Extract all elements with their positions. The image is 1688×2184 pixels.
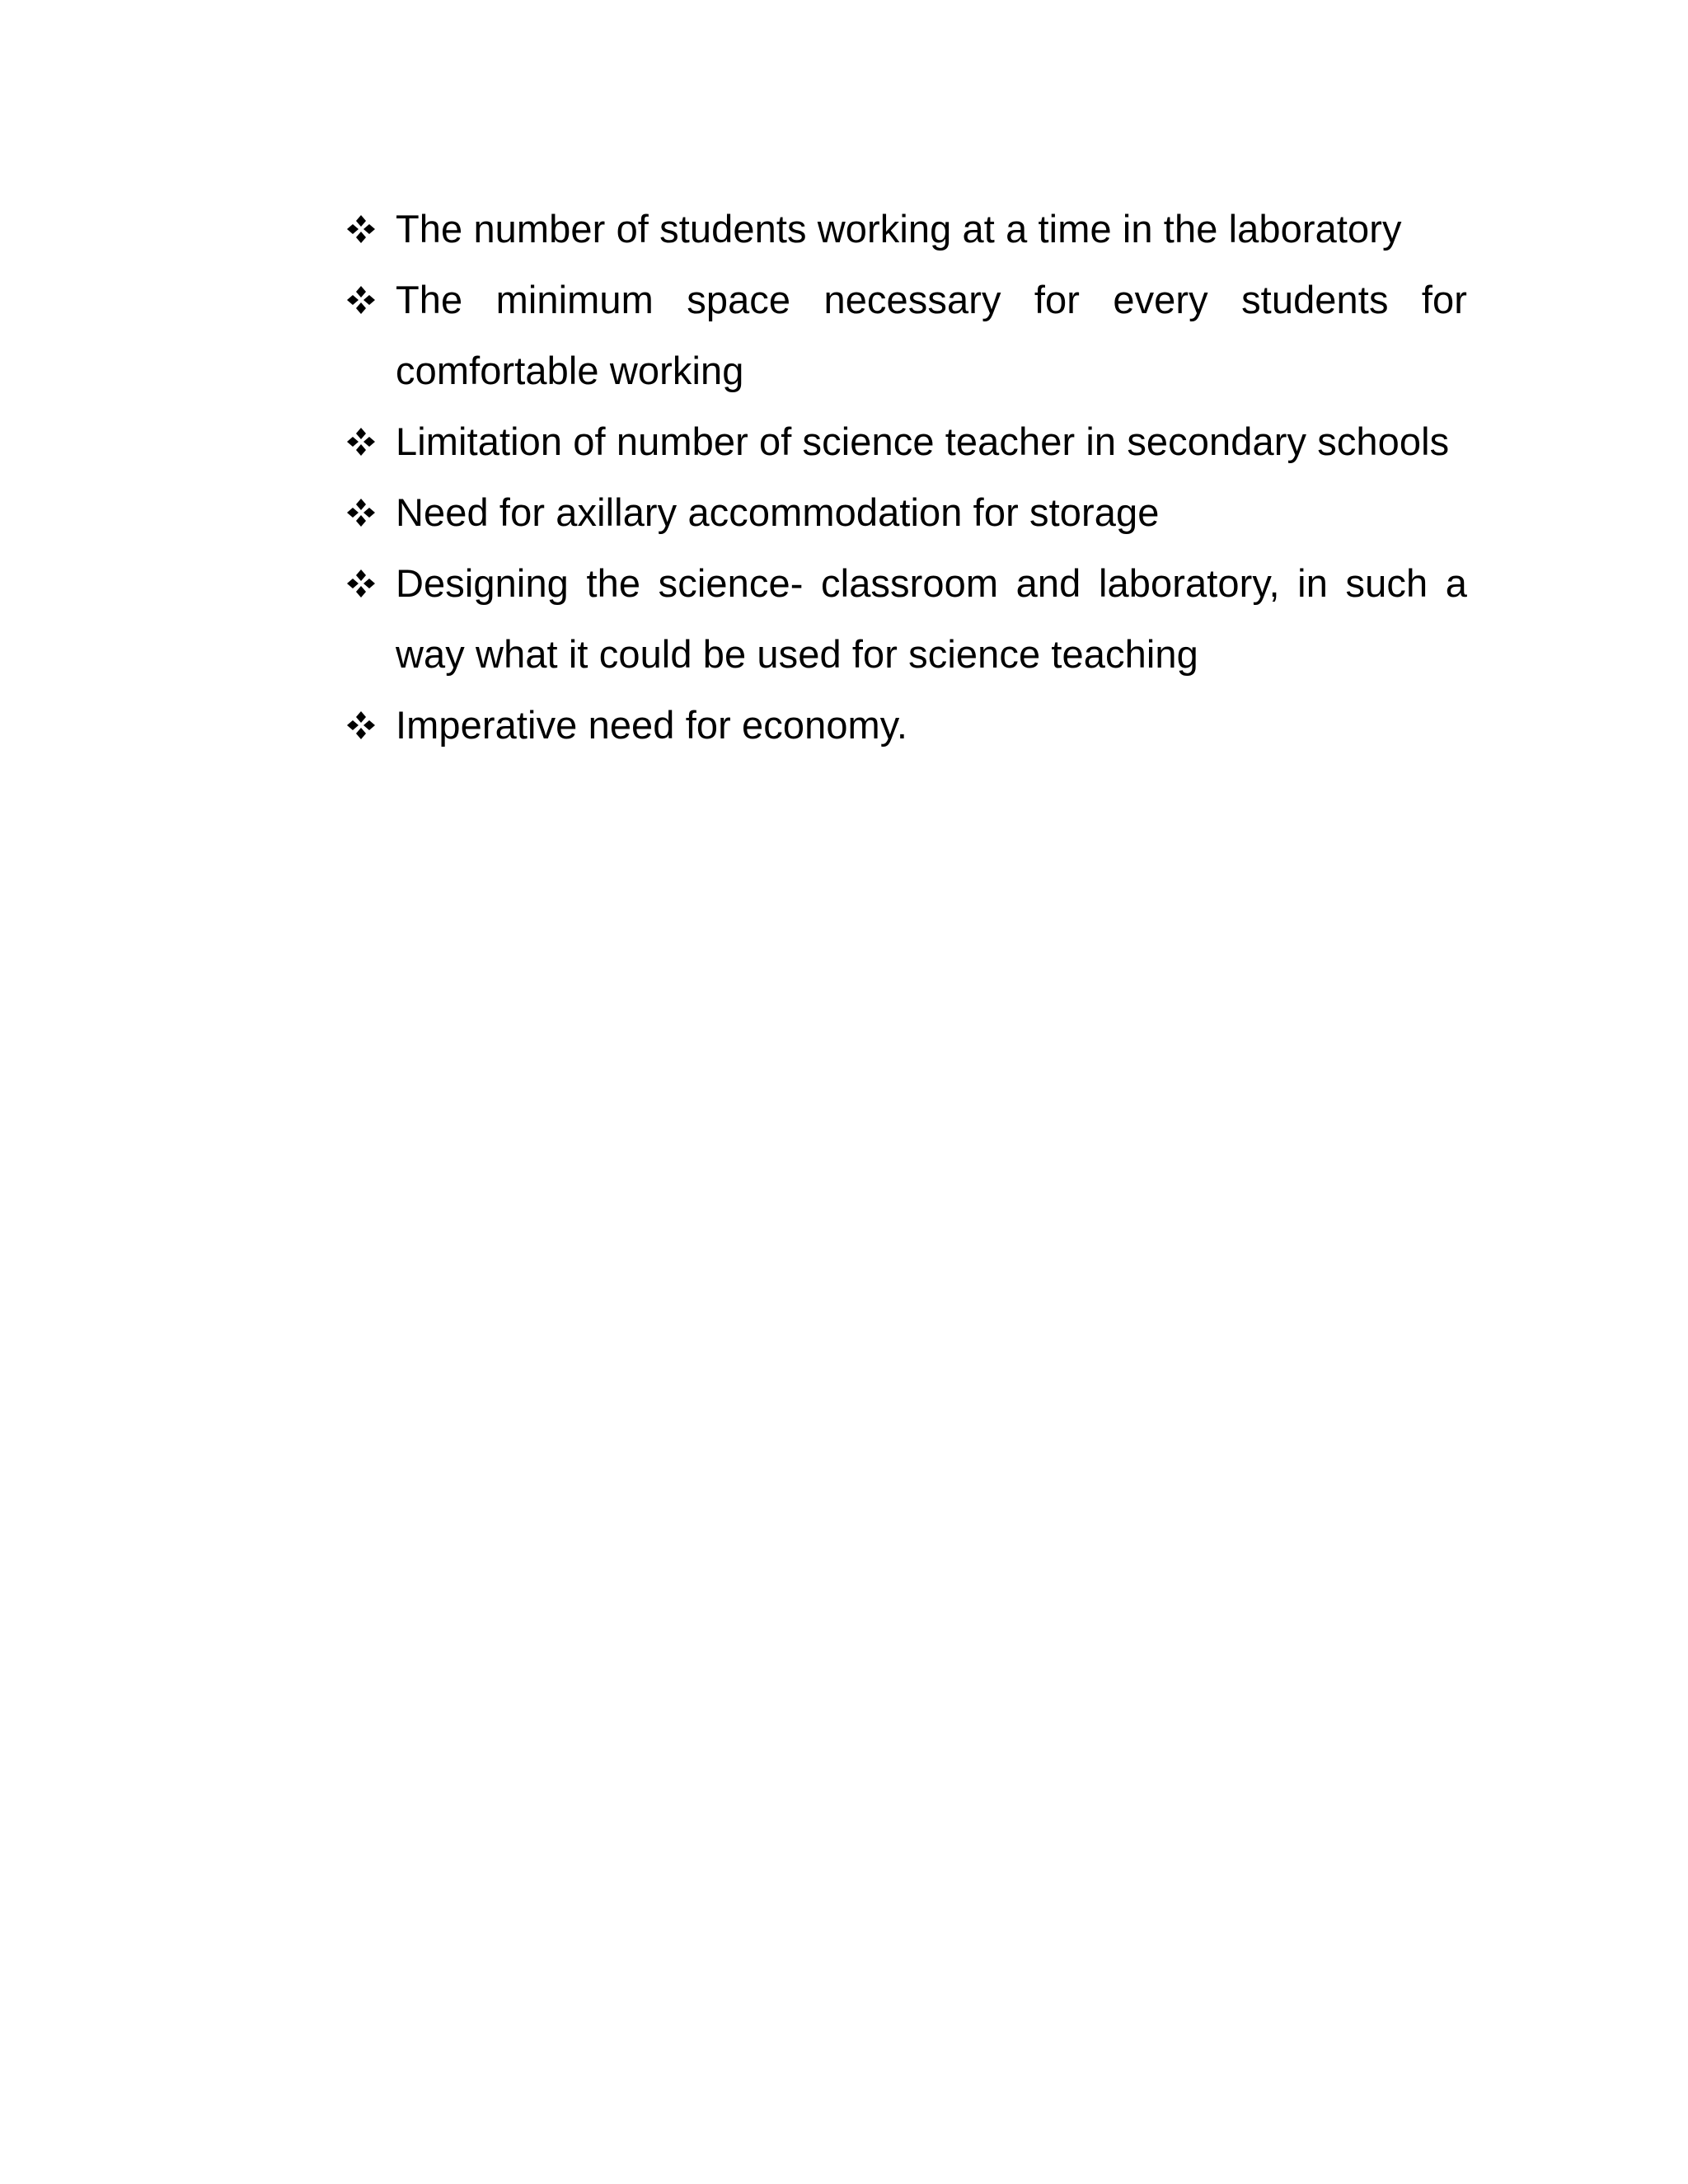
list-item-text: Limitation of number of science teacher in secondary schools [396,419,1450,463]
four-diamond-bullet-icon [345,477,381,548]
four-diamond-bullet-icon [345,548,381,619]
list-item [345,477,1467,548]
list-item-text: Need for axillary accommodation for storage [396,490,1160,534]
list-item [345,690,1467,761]
bullet-list [345,194,1467,761]
four-diamond-bullet-icon [345,265,381,335]
four-diamond-bullet-icon [345,406,381,477]
list-item [345,548,1467,690]
list-item-text: Designing the science- classroom and laboratory, in such a way what it could be used for science teaching [396,561,1467,676]
list-item [345,265,1467,406]
list-item-text: Imperative need for economy. [396,703,908,747]
list-item [345,406,1467,477]
list-item-text: The minimum space necessary for every students for comfortable working [396,278,1467,392]
four-diamond-bullet-icon [345,690,381,761]
list-item-text: The number of students working at a time in the laboratory [396,207,1402,251]
list-item [345,194,1467,265]
four-diamond-bullet-icon [345,194,381,265]
